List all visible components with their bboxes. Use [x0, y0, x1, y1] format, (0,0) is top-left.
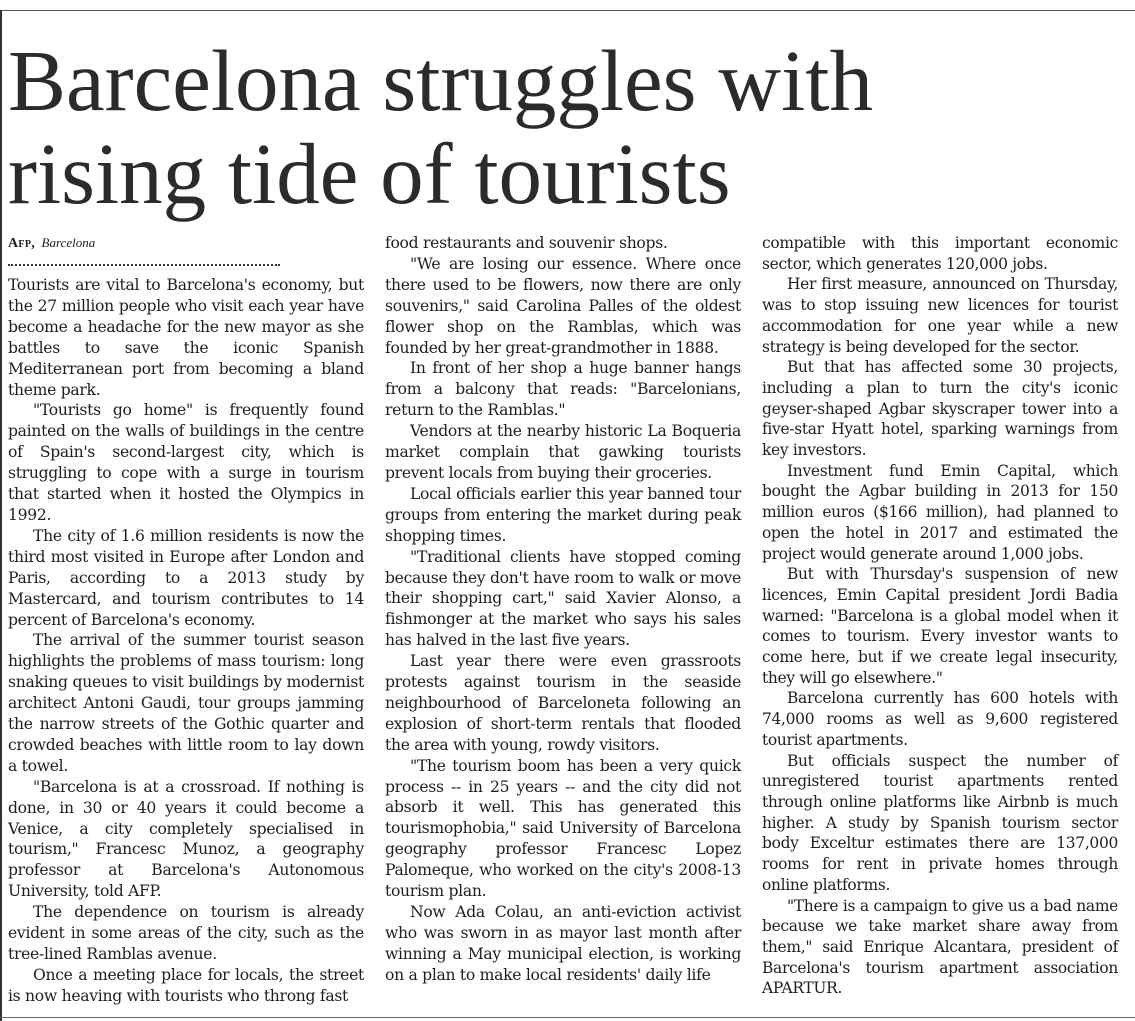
paragraph: Now Ada Colau, an anti-eviction activist who was sworn in as mayor last month after winning a May municipal election, is working on a plan to make local residents' daily life [385, 903, 741, 984]
article-column-3 [762, 233, 1118, 999]
paragraph: In front of her shop a huge banner hangs from a balcony that reads: "Barcelonians, return to the Ramblas." [385, 359, 741, 420]
paragraph: "We are losing our essence. Where once there used to be flowers, now there are only souvenirs," said Carolina Palles of the oldest flower shop on the Ramblas, which was founded by her great-grandmother in 1888. [385, 254, 741, 357]
byline-dotted-separator [8, 254, 280, 266]
paragraph: "Barcelona is at a crossroad. If nothing is done, in 30 or 40 years it could become a Venice, a city completely specialised in tourism," Francesc Munoz, a geography professor at Barcelona's Autonomous University, told AFP. [8, 777, 364, 901]
paragraph: The dependence on tourism is already evident in some areas of the city, such as the tree-lined Ramblas avenue. [8, 903, 364, 963]
headline-line-2: rising tide of tourists [8, 125, 731, 222]
paragraph: But that has affected some 30 projects, including a plan to turn the city's iconic geyser-shaped Agbar skyscraper tower into a five-star Hyatt hotel, sparking warnings from key investors. [762, 358, 1118, 460]
byline [8, 235, 95, 252]
paragraph: "Tourists go home" is frequently found painted on the walls of buildings in the centre of Spain's second-largest city, which is struggling to cope with a surge in tourism that started when it hosted the Olympics in 1992. [8, 401, 364, 524]
bottom-rule [0, 1017, 1135, 1018]
paragraph: "Traditional clients have stopped coming because they don't have room to walk or move their shopping cart," said Xavier Alonso, a fishmonger at the market who says his sales has halved in the last five years. [385, 547, 741, 650]
article-column-1 [8, 275, 364, 1007]
paragraph: But with Thursday's suspension of new licences, Emin Capital president Jordi Badia warned: "Barcelona is a global model when it comes to tourism. Every investor wants to come here, but if we create legal insecurity, they will go elsewhere." [762, 565, 1118, 687]
headline [8, 34, 1118, 220]
paragraph: Once a meeting place for locals, the street is now heaving with tourists who throng fast [8, 965, 364, 1005]
paragraph: Investment fund Emin Capital, which bought the Agbar building in 2013 for 150 million euros ($166 million), had planned to open the hotel in 2017 and estimated the project would generate around 1,000 jobs. [762, 461, 1118, 563]
paragraph: The arrival of the summer tourist season highlights the problems of mass tourism: long snaking queues to visit buildings by modernist architect Antoni Gaudi, tour groups jamming the narrow streets of the Gothic quarter and crowded beaches with little room to lay down a towel. [8, 631, 364, 775]
headline-line-1: Barcelona struggles with [8, 32, 873, 129]
byline-agency: Afp, [8, 236, 36, 251]
top-rule [0, 10, 1135, 11]
paragraph: Her first measure, announced on Thursday, was to stop issuing new licences for tourist accommodation for one year while a new strategy is being developed for the sector. [762, 275, 1118, 356]
byline-dateline: Barcelona [41, 235, 96, 250]
paragraph: "The tourism boom has been a very quick process -- in 25 years -- and the city did not absorb it well. This has generated this tourismophobia," said University of Barcelona geography professor Francesc Lopez Palomeque, who worked on the city's 2008-13 tourism plan. [385, 756, 741, 901]
paragraph: Local officials earlier this year banned tour groups from entering the market during peak shopping times. [385, 484, 741, 545]
left-rule [0, 10, 2, 1021]
paragraph: "There is a campaign to give us a bad name because we take market share away from them," said Enrique Alcantara, president of Barcelona's tourism apartment association APARTUR. [762, 896, 1118, 998]
article-column-2 [385, 233, 741, 986]
paragraph-continued: food restaurants and souvenir shops. [385, 234, 668, 252]
paragraph: Barcelona currently has 600 hotels with 74,000 rooms as well as 9,600 registered tourist apartments. [762, 689, 1118, 749]
paragraph-continued: compatible with this important economic sector, which generates 120,000 jobs. [762, 234, 1118, 273]
paragraph: Last year there were even grassroots protests against tourism in the seaside neighbourhood of Barceloneta following an explosion of short-term rentals that flooded the area with young, rowdy visitors. [385, 652, 741, 754]
paragraph: Vendors at the nearby historic La Boqueria market complain that gawking tourists prevent locals from buying their groceries. [385, 422, 741, 482]
paragraph: The city of 1.6 million residents is now the third most visited in Europe after London and Paris, according to a 2013 study by Mastercard, and tourism contributes to 14 percent of Barcelona's economy. [8, 526, 364, 629]
paragraph: Tourists are vital to Barcelona's economy, but the 27 million people who visit each year have become a headache for the new mayor as she battles to save the iconic Spanish Mediterranean port from becoming a bland theme park. [8, 276, 364, 399]
paragraph: But officials suspect the number of unregistered tourist apartments rented through online platforms like Airbnb is much higher. A study by Spanish tourism sector body Exceltur estimates there are 137,000 rooms for rent in private homes through online platforms. [762, 751, 1118, 894]
